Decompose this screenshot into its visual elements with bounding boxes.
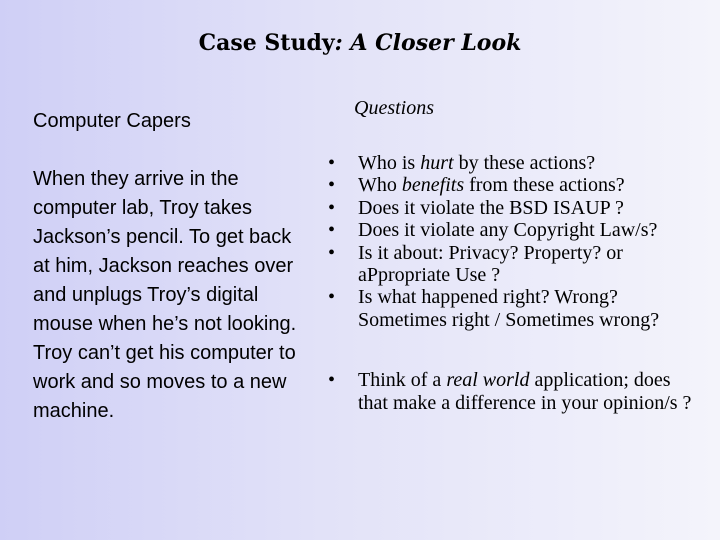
question-text: Does it violate any Copyright Law/s? xyxy=(358,219,658,242)
question-text: Who is hurt by these actions? xyxy=(358,152,596,174)
bullet-icon: • xyxy=(328,286,336,309)
bullet-icon: • xyxy=(328,241,336,264)
question-item xyxy=(328,174,700,196)
question-item xyxy=(328,242,700,287)
questions-heading: Questions xyxy=(354,97,434,119)
question-item xyxy=(328,369,700,414)
questions-list xyxy=(328,152,700,414)
question-item xyxy=(328,219,700,241)
question-item xyxy=(328,152,700,174)
question-item xyxy=(328,286,700,331)
title-subtitle: : A Closer Look xyxy=(334,30,522,56)
bullet-icon: • xyxy=(328,196,336,219)
question-text: Does it violate the BSD ISAUP ? xyxy=(358,196,624,219)
bullet-icon: • xyxy=(328,369,336,392)
question-text: Is it about: Privacy? Property? or aPpropriate Use ? xyxy=(358,241,623,287)
slide-title xyxy=(0,30,720,56)
case-heading: Computer Capers xyxy=(33,110,191,132)
bullet-icon: • xyxy=(328,174,336,197)
question-text: Is what happened right? Wrong? Sometimes right / Sometimes wrong? xyxy=(358,286,660,331)
case-description: When they arrive in the computer lab, Troy takes Jackson’s pencil. To get back at him, Jackson reaches over and unplugs Troy’s digital mouse when he’s not looking. Troy can’t get his computer to work and so moves to a new machine. xyxy=(33,168,297,422)
bullet-icon: • xyxy=(328,152,336,174)
question-text: Think of a real world application; does that make a difference in your opinion/s ? xyxy=(358,369,692,414)
title-main: Case Study xyxy=(198,30,335,56)
bullet-icon: • xyxy=(328,219,336,242)
question-text: Who benefits from these actions? xyxy=(358,174,625,197)
question-item xyxy=(328,197,700,219)
